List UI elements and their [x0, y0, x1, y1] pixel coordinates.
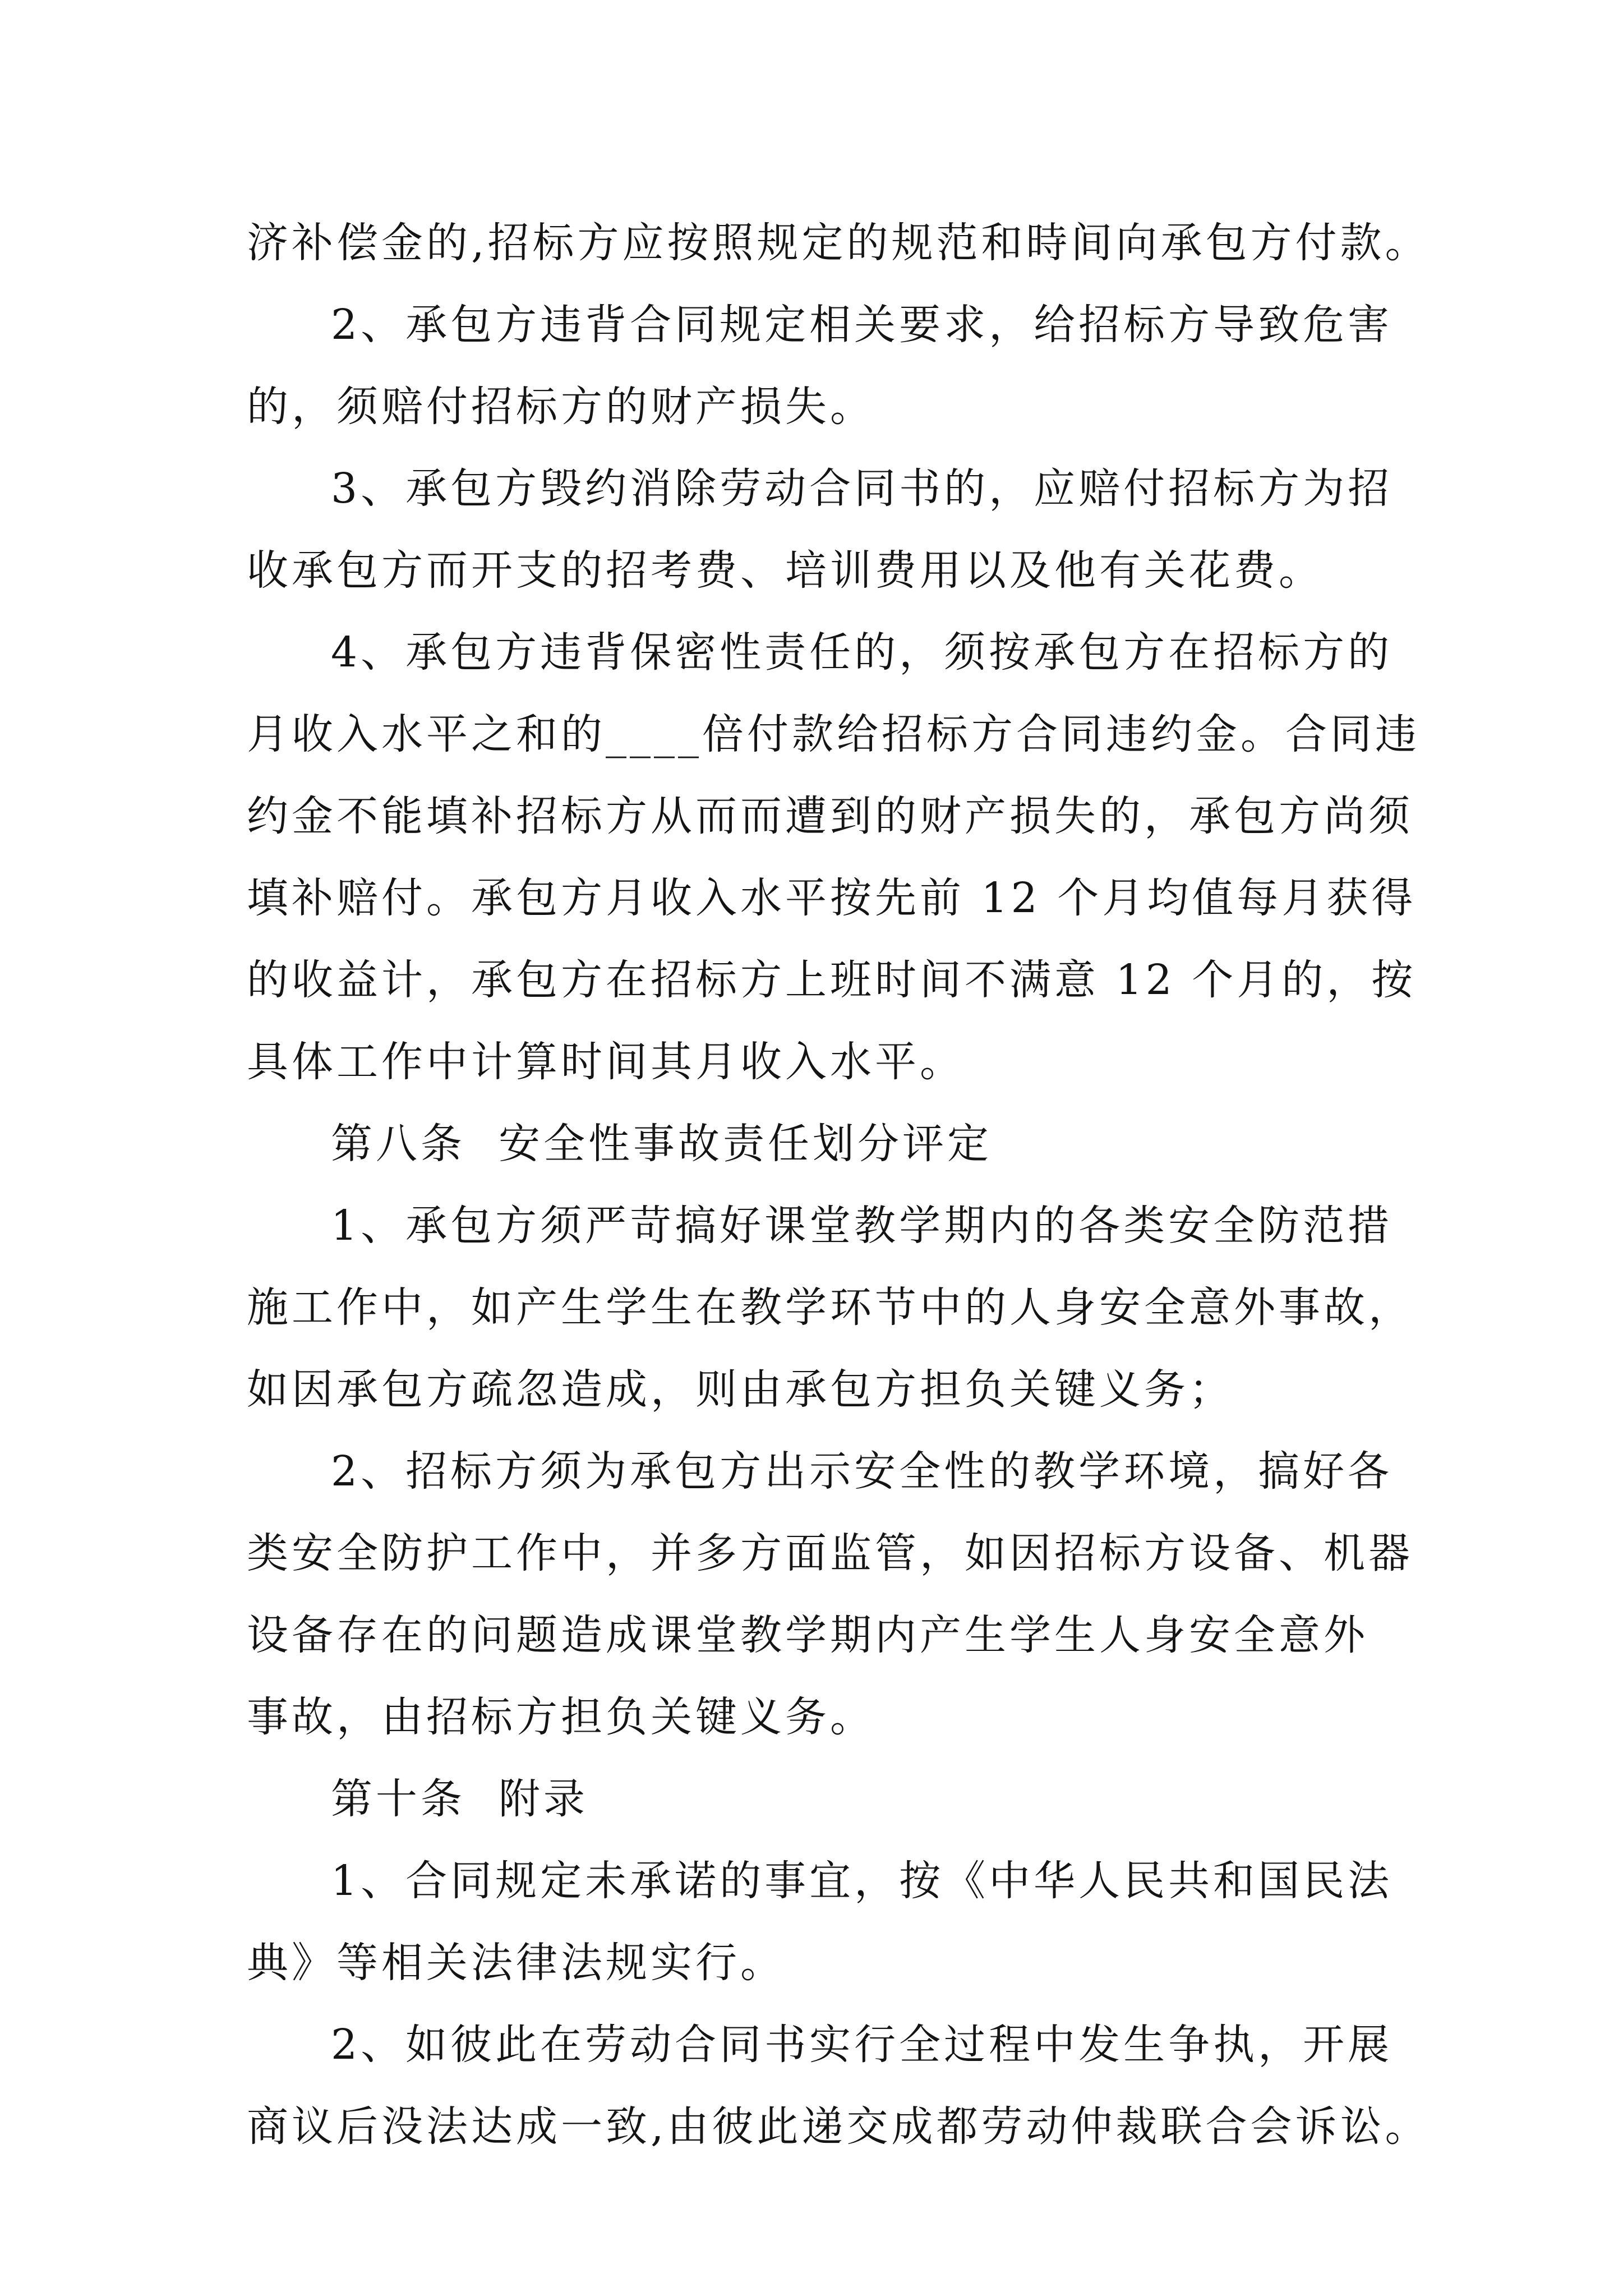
- text-line: 事故，由招标方担负关键义务。: [247, 1693, 875, 1741]
- text-line: 2、招标方须为承包方出示安全性的教学环境，搞好各: [331, 1447, 1393, 1496]
- text-line: 设备存在的问题造成课堂教学期内产生学生人身安全意外: [247, 1611, 1368, 1659]
- text-line: 具体工作中计算时间其月收入水平。: [247, 1038, 965, 1086]
- text-line: 月收入水平之和的____倍付款给招标方合同违约金。合同违: [247, 710, 1420, 758]
- text-line: 约金不能填补招标方从而而遭到的财产损失的，承包方尚须: [247, 792, 1413, 840]
- text-line: 商议后没法达成一致,由彼此递交成都劳动仲裁联合会诉讼。: [247, 2102, 1430, 2151]
- text-line: 4、承包方违背保密性责任的，须按承包方在招标方的: [331, 628, 1393, 677]
- text-line: 2、承包方违背合同规定相关要求，给招标方导致危害: [331, 301, 1393, 349]
- section-heading: 第八条 安全性事故责任划分评定: [331, 1120, 993, 1168]
- text-line: 3、承包方毁约消除劳动合同书的，应赔付招标方为招: [331, 464, 1393, 513]
- text-line: 济补偿金的,招标方应按照规定的规范和時间向承包方付款。: [247, 219, 1430, 267]
- document-body: [247, 202, 1436, 2168]
- text-line: 1、合同规定未承诺的事宜，按《中华人民共和国民法: [331, 1857, 1393, 1905]
- text-line: 类安全防护工作中，并多方面监管，如因招标方设备、机器: [247, 1529, 1413, 1577]
- text-line: 施工作中，如产生学生在教学环节中的人身安全意外事故，: [247, 1283, 1413, 1332]
- text-line: 填补赔付。承包方月收入水平按先前 12 个月均值每月获得: [247, 874, 1417, 922]
- text-line: 的，须赔付招标方的财产损失。: [247, 383, 875, 431]
- text-line: 收承包方而开支的招考费、培训费用以及他有关花费。: [247, 546, 1324, 595]
- section-heading: 第十条 附录: [331, 1775, 589, 1823]
- text-line: 典》等相关法律法规实行。: [247, 1939, 785, 1987]
- text-line: 如因承包方疏忽造成，则由承包方担负关键义务；: [247, 1365, 1234, 1414]
- text-line: 2、如彼此在劳动合同书实行全过程中发生争执，开展: [331, 2021, 1393, 2069]
- text-line: 的收益计，承包方在招标方上班时间不满意 12 个月的，按: [247, 956, 1417, 1004]
- text-line: 1、承包方须严苛搞好课堂教学期内的各类安全防范措: [331, 1202, 1393, 1250]
